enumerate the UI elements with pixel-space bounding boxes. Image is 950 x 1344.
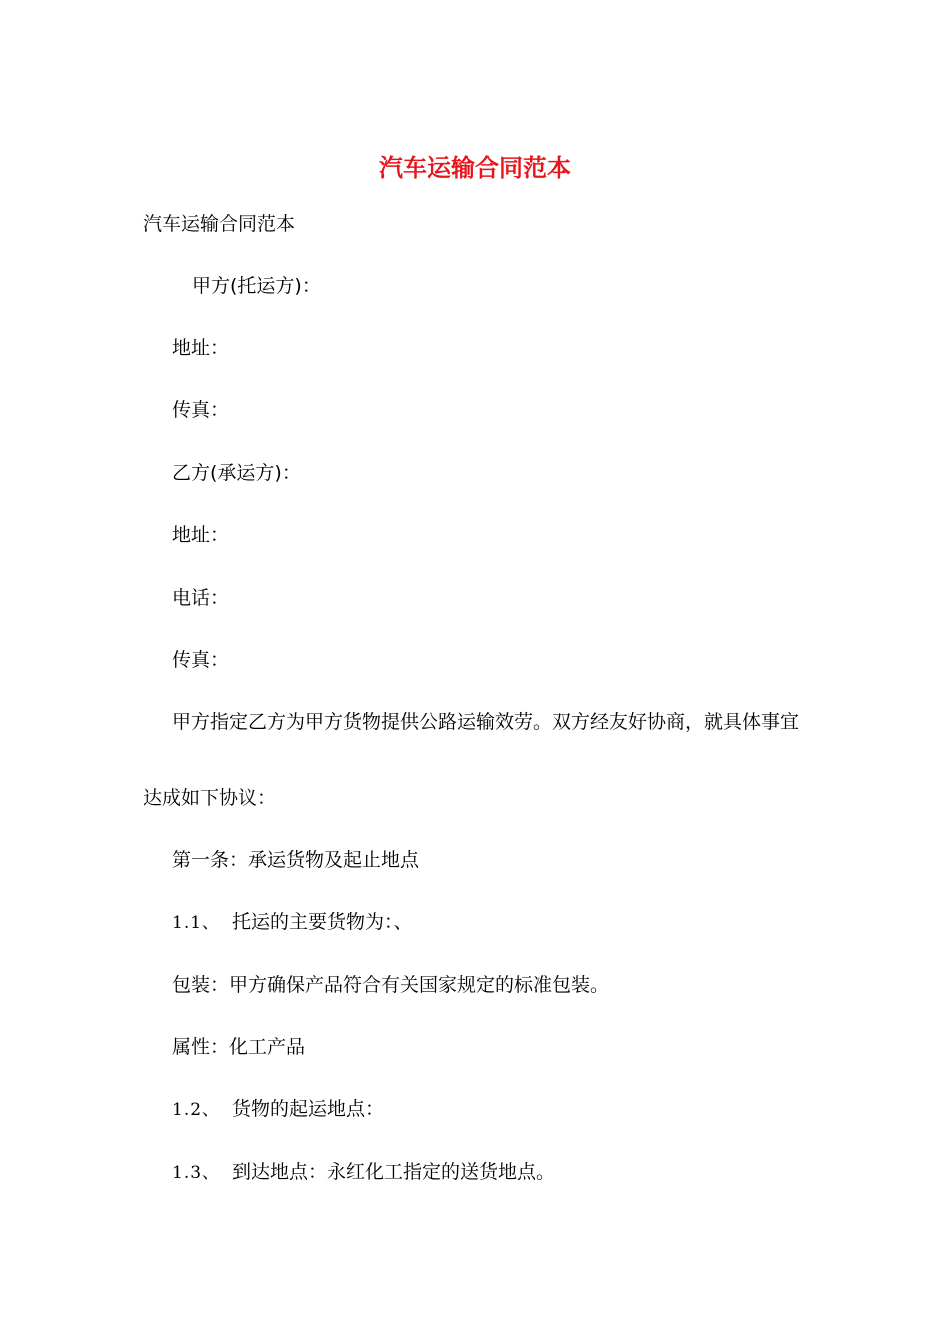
item-1-2-text: 货物的起运地点： — [232, 1098, 385, 1120]
packaging-clause: 包装：甲方确保产品符合有关国家规定的标准包装。 — [172, 974, 610, 996]
party-a-fax: 传真： — [172, 399, 230, 421]
item-1-3-number: 1.3、 — [172, 1163, 221, 1183]
party-b-label: 乙方(承运方)： — [172, 462, 301, 484]
item-1-2-number: 1.2、 — [172, 1100, 221, 1120]
party-a-label: 甲方(托运方)： — [192, 275, 321, 297]
item-1-3 — [172, 1159, 555, 1186]
item-1-1 — [172, 909, 413, 936]
item-1-2 — [172, 1096, 384, 1123]
item-1-3-text: 到达地点：永红化工指定的送货地点。 — [232, 1161, 556, 1183]
party-b-address: 地址： — [172, 524, 230, 546]
item-1-1-text: 托运的主要货物为：、 — [232, 911, 413, 933]
document-subtitle: 汽车运输合同范本 — [143, 213, 296, 235]
attribute-clause: 属性：化工产品 — [172, 1036, 306, 1058]
party-b-fax: 传真： — [172, 649, 230, 671]
document-title: 汽车运输合同范本 — [379, 153, 571, 182]
item-1-1-number: 1.1、 — [172, 913, 221, 933]
party-a-address: 地址： — [172, 337, 230, 359]
intro-paragraph-line2: 达成如下协议： — [143, 787, 277, 809]
article-1-heading: 第一条：承运货物及起止地点 — [172, 849, 420, 871]
party-b-phone: 电话： — [172, 587, 230, 609]
intro-paragraph-line1: 甲方指定乙方为甲方货物提供公路运输效劳。双方经友好协商，就具体事宜 — [172, 711, 800, 733]
